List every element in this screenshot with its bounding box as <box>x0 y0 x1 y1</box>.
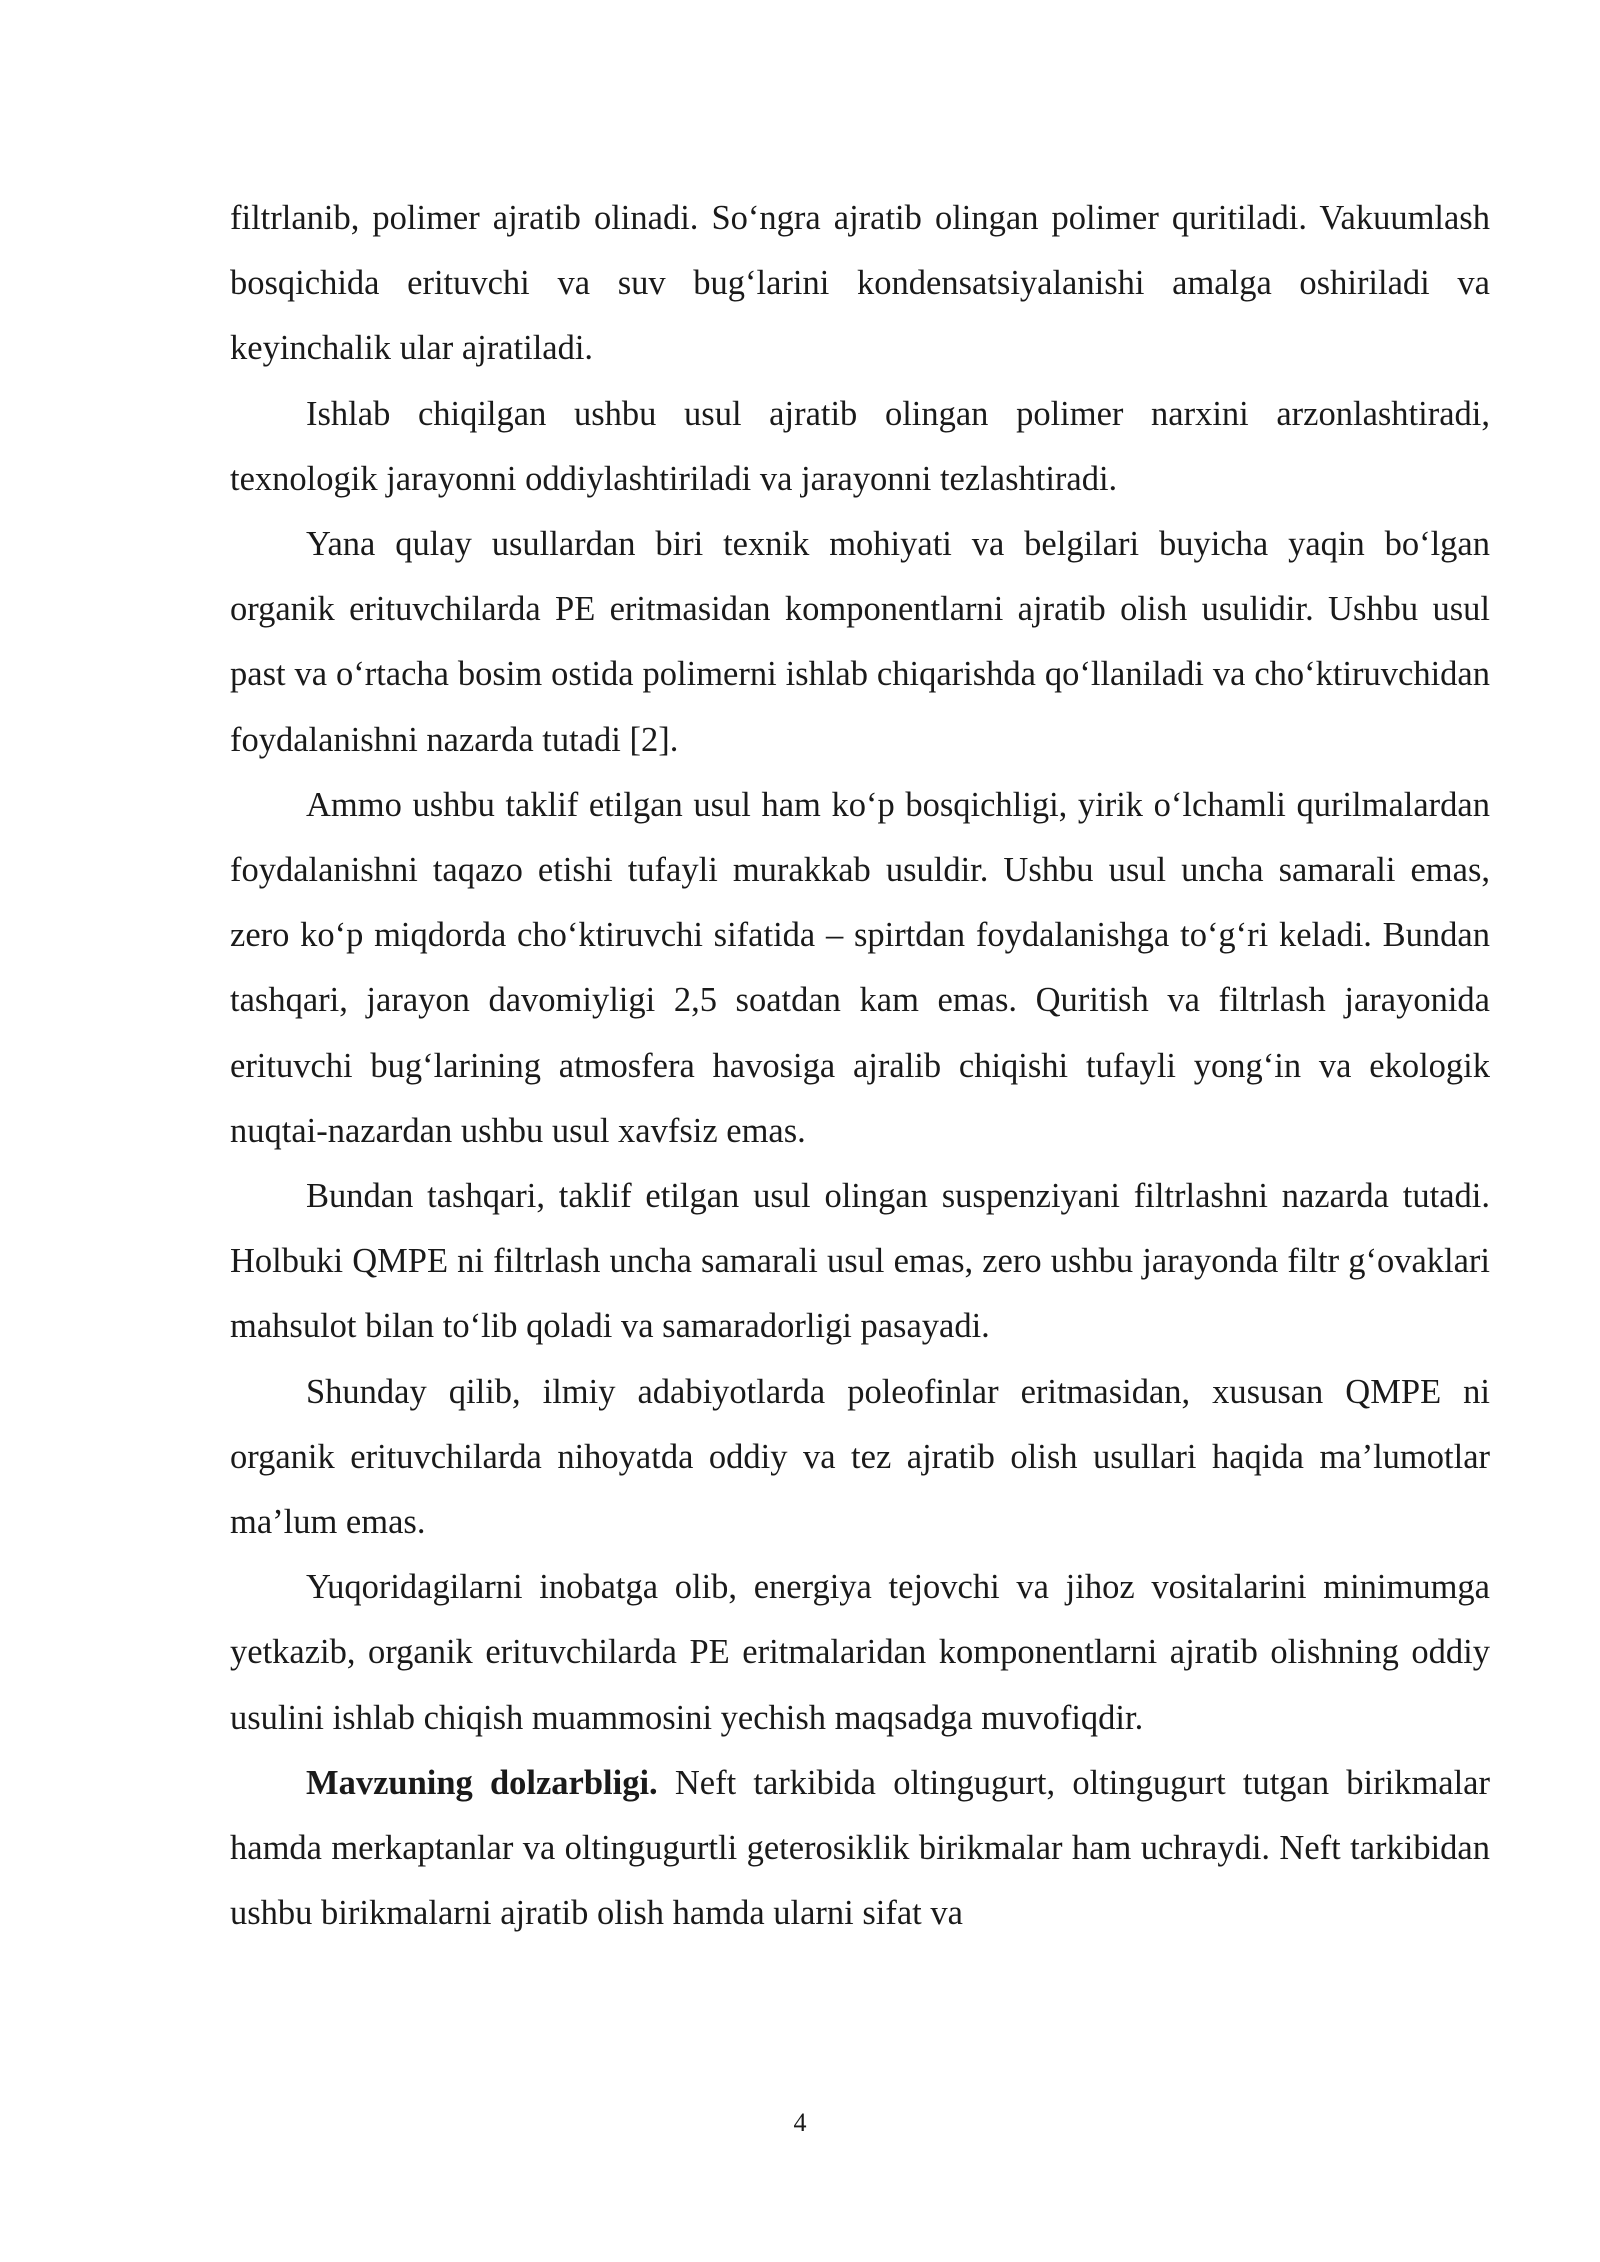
paragraph-5: Bundan tashqari, taklif etilgan usul olingan suspenziyani filtrlashni nazarda tutadi. Holbuki QMPE ni filtrlash uncha samarali usul emas, zero ushbu jarayonda filtr g‘ovaklari mahsulot bilan to‘lib qoladi va samaradorligi pasayadi. <box>230 1177 1490 1346</box>
paragraph-6: Shunday qilib, ilmiy adabiyotlarda poleofinlar eritmasidan, xususan QMPE ni organik erituvchilarda nihoyatda oddiy va tez ajratib olish usullari haqida ma’lumotlar ma’lum emas. <box>230 1372 1490 1542</box>
paragraph-4: Ammo ushbu taklif etilgan usul ham ko‘p bosqichligi, yirik o‘lchamli qurilmalardan foydalanishni taqazo etishi tufayli murakkab usuldir. Ushbu usul uncha samarali emas, zero ko‘p miqdorda cho‘ktiruvchi sifatida – spirtdan foydalanishga to‘g‘ri keladi. Bundan tashqari, jarayon davomiyligi 2,5 soatdan kam emas. Quritish va filtrlash jarayonida erituvchi bug‘larining atmosfera havosiga ajralib chiqishi tufayli yong‘in va ekologik nuqtai-nazardan ushbu usul xavfsiz emas. <box>230 785 1490 1150</box>
paragraph-relevance <box>230 1751 1490 1947</box>
paragraph-2: Ishlab chiqilgan ushbu usul ajratib olingan polimer narxini arzonlashtiradi, texnologik jarayonni oddiylashtiriladi va jarayonni tezlashtiradi. <box>230 394 1490 498</box>
document-body <box>230 186 1490 1946</box>
page-number: 4 <box>793 2108 807 2137</box>
paragraph-3: Yana qulay usullardan biri texnik mohiyati va belgilari buyicha yaqin bo‘lgan organik erituvchilarda PE eritmasidan komponentlarni ajratib olish usulidir. Ushbu usul past va o‘rtacha bosim ostida polimerni ishlab chiqarishda qo‘llaniladi va cho‘ktiruvchidan foydalanishni nazarda tutadi [2]. <box>230 525 1490 759</box>
paragraph-7: Yuqoridagilarni inobatga olib, energiya tejovchi va jihoz vositalarini minimumga yetkazib, organik erituvchilarda PE eritmalaridan komponentlarni ajratib olishning oddiy usulini ishlab chiqish muammosini yechish maqsadga muvofiqdir. <box>230 1568 1490 1737</box>
paragraph-1: filtrlanib, polimer ajratib olinadi. So‘ngra ajratib olingan polimer quritiladi. Vakuumlash bosqichida erituvchi va suv bug‘larini kondensatsiyalanishi amalga oshiriladi va keyinchalik ular ajratiladi. <box>230 199 1490 368</box>
section-heading-relevance: Mavzuning dolzarbligi. <box>306 1763 658 1802</box>
paragraph-relevance-text: Neft tarkibida oltingugurt, oltingugurt tutgan birikmalar hamda merkaptanlar va oltingugurtli geterosiklik birikmalar ham uchraydi. Neft tarkibidan ushbu birikmalarni ajratib olish hamda ularni sifat va <box>230 1763 1490 1933</box>
